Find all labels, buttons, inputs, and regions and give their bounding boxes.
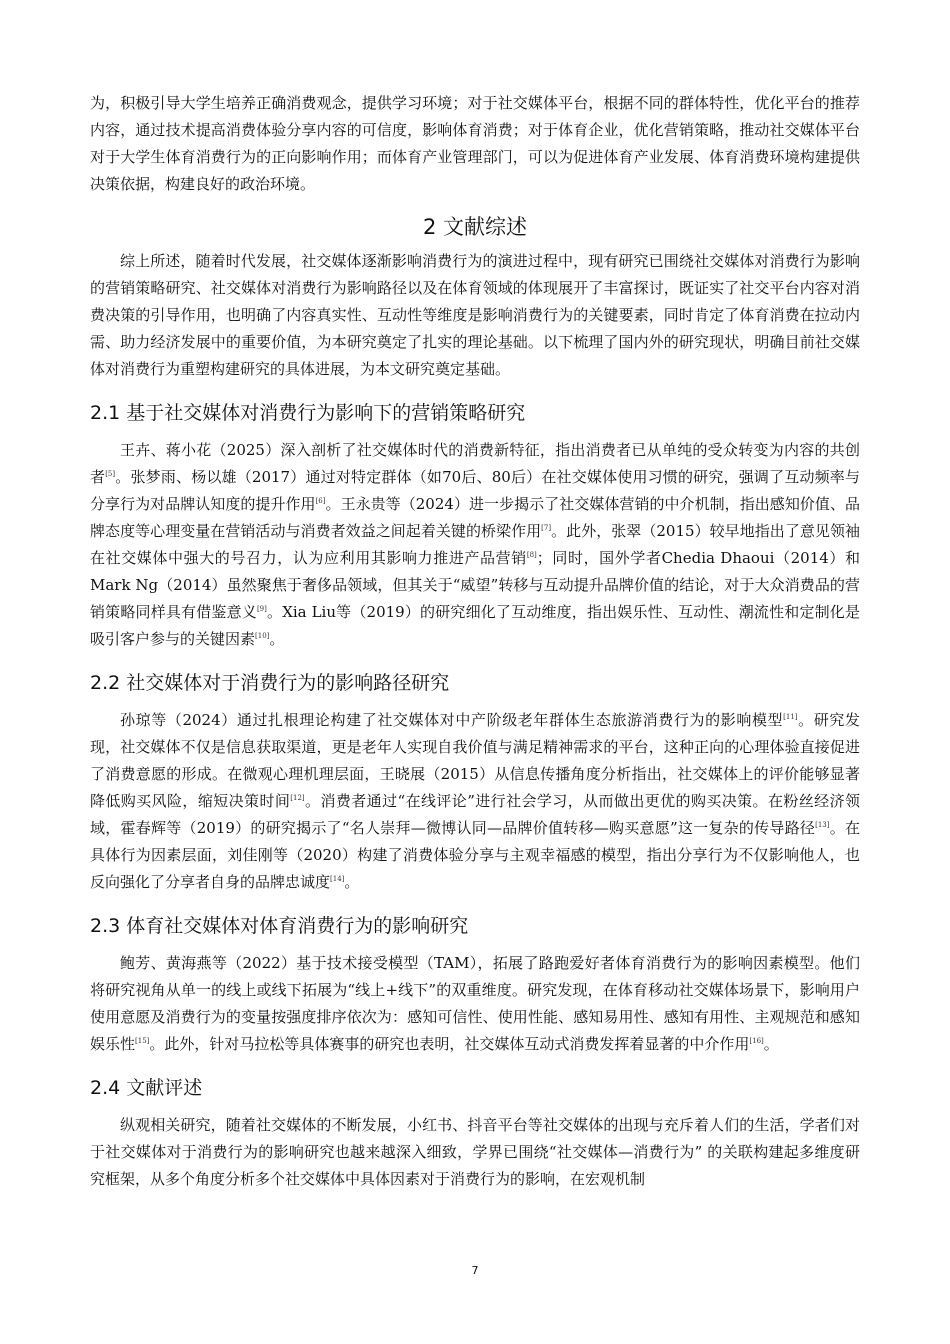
citation-10: [10] (255, 632, 270, 640)
text-run: 。张梦雨、杨以雄（2017）通过对特定群体（如70后、80后）在社交媒体使用习惯的研究，强调了互动频率与分享行为对品牌认知度的提升作用 (90, 468, 860, 513)
text-run: 。此外，针对马拉松等具体赛事的研究也表明，社交媒体互动式消费发挥着显著的中介作用 (149, 1035, 750, 1053)
citation-7: [7] (541, 524, 552, 532)
citation-5: [5] (105, 470, 116, 478)
citation-8: [8] (526, 551, 537, 559)
text-run: 孙琼等（2024）通过扎根理论构建了社交媒体对中产阶级老年群体生态旅游消费行为的影响模型 (120, 711, 784, 729)
citation-11: [11] (783, 713, 798, 721)
page-number: 7 (471, 1264, 479, 1277)
text-run: 。 (344, 873, 360, 891)
text-run: ；同时，国外学者Chedia Dhaoui（2014）和Mark Ng（2014）虽然聚焦于奢侈品领域，但其关于“威望”转移与互动提升品牌价值的结论，对于大众消费品的营销策略同样具有借鉴意义 (90, 549, 860, 621)
citation-6: [6] (315, 497, 326, 505)
intro-paragraph: 为，积极引导大学生培养正确消费观念，提供学习环境；对于社交媒体平台，根据不同的群体特性，优化平台的推荐内容，通过技术提高消费体验分享内容的可信度，影响体育消费；对于体育企业，优化营销策略，推动社交媒体平台对于大学生体育消费行为的正向影响作用；而体育产业管理部门，可以为促进体育产业发展、体育消费环境构建提供决策依据，构建良好的政治环境。 (90, 94, 860, 193)
text-run: 。研究发现，社交媒体不仅是信息获取渠道，更是老年人实现自我价值与满足精神需求的平台，这种正向的心理体验直接促进了消费意愿的形成。在微观心理机理层面，王晓展（2015）从信息传播角度分析指出，社交媒体上的评价能够显著降低购买风险，缩短决策时间 (90, 711, 860, 810)
section-heading-2-2: 2.2 社交媒体对于消费行为的影响路径研究 (90, 672, 450, 694)
section-heading-2-3: 2.3 体育社交媒体对体育消费行为的影响研究 (90, 915, 469, 937)
section-heading-2-4: 2.4 文献评述 (90, 1077, 203, 1099)
text-run: 。 (269, 630, 285, 648)
section2-paragraph: 综上所述，随着时代发展，社交媒体逐渐影响消费行为的演进过程中，现有研究已围绕社交媒体对消费行为影响的营销策略研究、社交媒体对消费行为影响路径以及在体育领域的体现展开了丰富探讨，既证实了社交平台内容对消费决策的引导作用，也明确了内容真实性、互动性等维度是影响消费行为的关键要素，同时肯定了体育消费在拉动内需、助力经济发展中的重要价值，为本研究奠定了扎实的理论基础。以下梳理了国内外的研究现状，明确目前社交媒体对消费行为重塑构建研究的具体进展，为本文研究奠定基础。 (90, 252, 860, 378)
citation-12: [12] (290, 794, 305, 802)
section2-1-paragraph (90, 437, 860, 653)
text-run: 。 (763, 1035, 779, 1053)
text-run: 鲍芳、黄海燕等（2022）基于技术接受模型（TAM），拓展了路跑爱好者体育消费行为的影响因素模型。他们将研究视角从单一的线上或线下拓展为“线上+线下”的双重维度。研究发现，在体育移动社交媒体场景下，影响用户使用意愿及消费行为的变量按强度排序依次为：感知可信性、使用性能、感知易用性、感知有用性、主观规范和感知娱乐性 (90, 954, 860, 1053)
section2-4-paragraph: 纵观相关研究，随着社交媒体的不断发展，小红书、抖音平台等社交媒体的出现与充斥着人们的生活，学者们对于社交媒体对于消费行为的影响研究也越来越深入细致，学界已围绕“社交媒体—消费行为” 的关联构建起多维度研究框架，从多个角度分析多个社交媒体中具体因素对于消费行为的影响，在宏观机制 (90, 1116, 860, 1188)
text-run: 。王永贵等（2024）进一步揭示了社交媒体营销的中介机制，指出感知价值、品牌态度等心理变量在营销活动与消费者效益之间起着关键的桥梁作用 (90, 495, 860, 540)
text-run: 。Xia Liu等（2019）的研究细化了互动维度，指出娱乐性、互动性、潮流性和定制化是吸引客户参与的关键因素 (90, 603, 860, 648)
citation-9: [9] (256, 605, 267, 613)
section-heading-2-1: 2.1 基于社交媒体对消费行为影响下的营销策略研究 (90, 402, 526, 424)
text-run: 。此外，张翠（2015）较早地指出了意见领袖在社交媒体中强大的号召力，认为应利用其影响力推进产品营销 (90, 522, 860, 567)
text-run: 。在具体行为因素层面，刘佳刚等（2020）构建了消费体验分享与主观幸福感的模型，指出分享行为不仅影响他人，也反向强化了分享者自身的品牌忠诚度 (90, 819, 860, 891)
text-run: 。消费者通过“在线评论”进行社会学习，从而做出更优的购买决策。在粉丝经济领域，霍春辉等（2019）的研究揭示了“名人崇拜—微博认同—品牌价值转移—购买意愿”这一复杂的传导路径 (90, 792, 860, 837)
citation-16: [16] (749, 1037, 764, 1045)
text-run: 王卉、蒋小花（2025）深入剖析了社交媒体时代的消费新特征，指出消费者已从单纯的受众转变为内容的共创者 (90, 441, 860, 486)
section-heading-literature-review: 2 文献综述 (422, 215, 528, 239)
citation-13: [13] (815, 821, 830, 829)
section2-3-paragraph (90, 950, 860, 1058)
citation-15: [15] (135, 1037, 150, 1045)
citation-14: [14] (330, 875, 345, 883)
section2-2-paragraph (90, 707, 860, 896)
